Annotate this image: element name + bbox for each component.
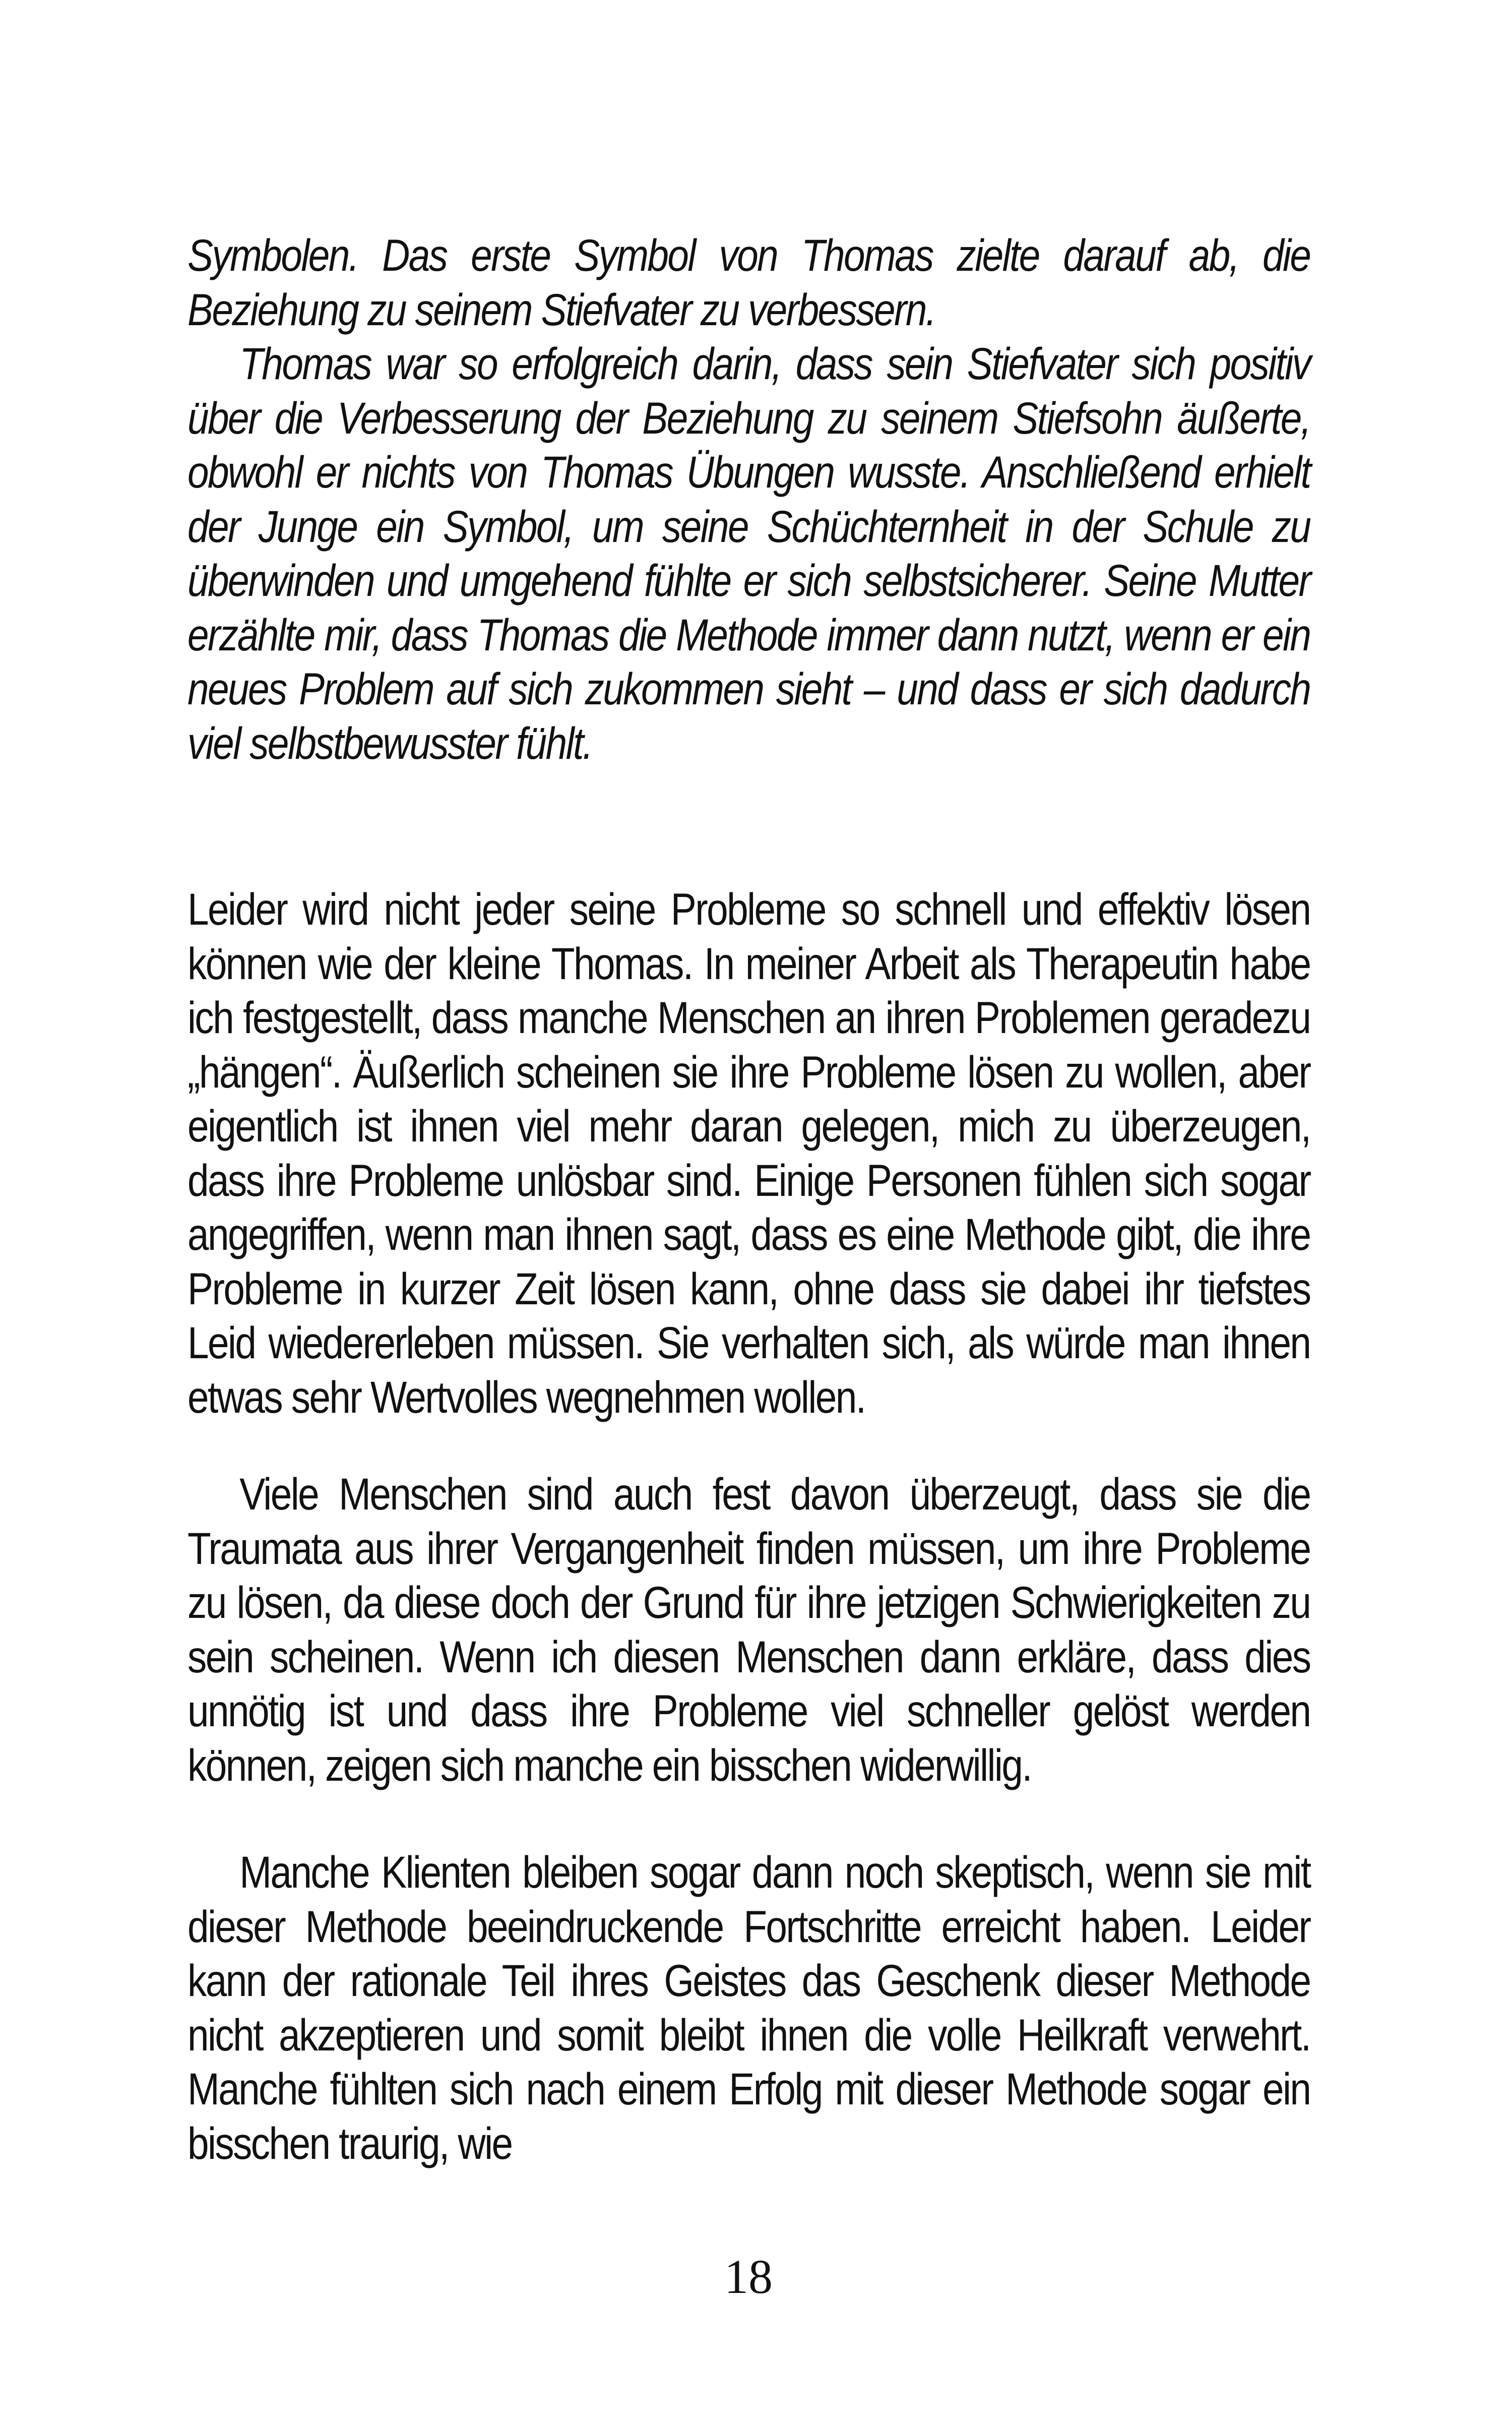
page-number: 18 — [724, 2250, 773, 2304]
body-paragraph-4: Viele Menschen sind auch fest davon überzeugt, dass sie die Traumata aus ihrer Vergangenheit finden müssen, um ihre Probleme zu lösen, da diese doch der Grund für ihre jetzigen Schwierigkeiten zu sein scheinen. Wenn ich diesen Menschen dann erkläre, dass dies unnötig ist und dass ihre Probleme viel schneller gelöst werden können, zeigen sich manche ein bisschen widerwillig. — [187, 1469, 1310, 1790]
body-paragraph-1: Symbolen. Das erste Symbol von Thomas zielte darauf ab, die Beziehung zu seinem Stiefvater zu verbessern. — [187, 230, 1310, 335]
body-paragraph-3: Leider wird nicht jeder seine Probleme so schnell und effektiv lösen können wie der kleine Thomas. In meiner Arbeit als Therapeutin habe ich festgestellt, dass manche Menschen an ihren Problemen geradezu „hängen“. Äußerlich scheinen sie ihre Probleme lösen zu wollen, aber eigentlich ist ihnen viel mehr daran gelegen, mich zu überzeugen, dass ihre Probleme unlösbar sind. Einige Personen fühlen sich sogar angegriffen, wenn man ihnen sagt, dass es eine Methode gibt, die ihre Probleme in kurzer Zeit lösen kann, ohne dass sie dabei ihr tiefstes Leid wiedererleben müssen. Sie verhalten sich, als würde man ihnen etwas sehr Wertvolles wegnehmen wollen. — [187, 884, 1310, 1422]
body-paragraph-2: Thomas war so erfolgreich darin, dass sein Stiefvater sich positiv über die Verbesserung der Beziehung zu seinem Stiefsohn äußerte, obwohl er nichts von Thomas Übungen wusste. Anschließend erhielt der Junge ein Symbol, um seine Schüchternheit in der Schule zu überwinden und umgehend fühlte er sich selbstsicherer. Seine Mutter erzählte mir, dass Thomas die Methode immer dann nutzt, wenn er ein neues Problem auf sich zukommen sieht – und dass er sich dadurch viel selbstbewusster fühlt. — [187, 338, 1310, 768]
body-paragraph-5: Manche Klienten bleiben sogar dann noch skeptisch, wenn sie mit dieser Methode beeindruckende Fortschritte erreicht haben. Leider kann der rationale Teil ihres Geistes das Geschenk dieser Methode nicht akzeptieren und somit bleibt ihnen die volle Heilkraft verwehrt. Manche fühlten sich nach einem Erfolg mit dieser Methode sogar ein bisschen traurig, wie — [187, 1847, 1310, 2168]
